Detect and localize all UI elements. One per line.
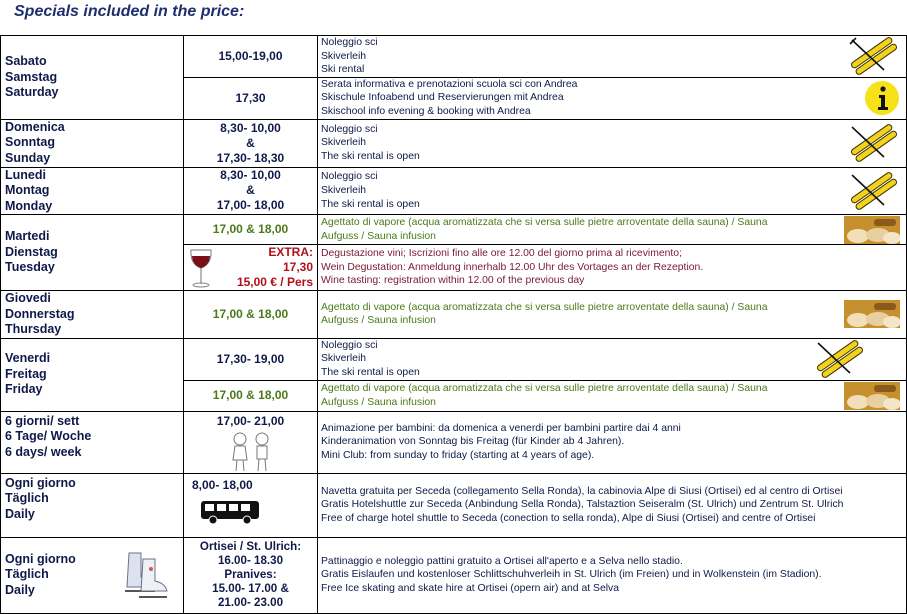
time-cell — [184, 380, 318, 411]
description-cell — [318, 473, 907, 537]
desc-it: Noleggio sci — [321, 37, 378, 48]
description-cell — [318, 77, 907, 119]
time-text: 8,30- 10,00 — [220, 120, 281, 135]
day-en: Sunday — [5, 150, 51, 165]
day-de: Montag — [5, 183, 50, 198]
time-text: Ortisei / St. Ulrich: — [199, 540, 302, 554]
desc-it: Animazione per bambini: da domenica a venerdi per bambini partire dai 4 anni — [321, 422, 681, 434]
description-cell — [318, 36, 907, 78]
desc-it: Agettato di vapore (acqua aromatizzata che si versa sulle pietre arroventate della sauna) / Sauna — [321, 216, 768, 228]
day-daily-shuttle — [1, 473, 184, 537]
day-de: Donnerstag — [5, 306, 75, 321]
time-text: 16.00- 18.30 — [217, 554, 284, 568]
desc-en: Mini Club: from sunday to friday (starting at 4 years of age). — [321, 449, 595, 461]
desc-en: Free of charge hotel shuttle to Seceda (conection to sella ronda), Alpe di Siusi (Ortisei) and centre of Ortisei — [321, 512, 816, 524]
description-cell — [318, 167, 907, 215]
day-it: Venerdi — [5, 351, 51, 366]
time-text: 21.00- 23.00 — [217, 596, 284, 610]
time-cell — [184, 338, 318, 380]
description-cell — [318, 245, 907, 291]
bus-icon — [200, 499, 260, 525]
desc-de: Aufguss / Sauna infusion — [321, 230, 436, 242]
day-sunday — [1, 119, 184, 167]
day-en: Tuesday — [5, 260, 55, 275]
day-en: Monday — [5, 198, 53, 213]
desc-en: Wine tasting: registration within 12.00 of the previous day — [321, 275, 585, 287]
day-it: Ogni giorno — [5, 475, 76, 490]
time-text: Pranives: — [224, 568, 277, 582]
day-friday — [1, 338, 184, 411]
desc-it: Noleggio sci — [321, 123, 378, 135]
table-row — [1, 167, 907, 215]
time-cell — [184, 411, 318, 473]
day-it: 6 giorni/ sett — [5, 413, 80, 428]
time-text: 15,00 € / Pers — [236, 275, 313, 290]
day-en: Daily — [5, 582, 35, 597]
day-it: Giovedi — [5, 291, 51, 306]
desc-de: Aufguss / Sauna infusion — [321, 396, 436, 408]
desc-it: Noleggio sci — [321, 171, 378, 183]
time-text: 8,30- 10,00 — [220, 168, 281, 183]
specials-table — [0, 35, 907, 614]
day-six-days-week — [1, 411, 184, 473]
day-de: 6 Tage/ Woche — [5, 429, 92, 444]
desc-de: Wein Degustation: Anmeldung innerhalb 12.00 Uhr des Vortages an der Rezeption. — [321, 261, 704, 273]
time-text: EXTRA: — [268, 245, 313, 260]
day-en: Friday — [5, 382, 43, 397]
time-cell — [184, 473, 318, 537]
description-cell — [318, 215, 907, 245]
time-text: 15.00- 17.00 & — [212, 582, 289, 596]
desc-en: The ski rental is open — [321, 366, 420, 378]
table-row — [1, 338, 907, 380]
table-row — [1, 215, 907, 245]
day-de: Sonntag — [5, 135, 55, 150]
description-cell — [318, 380, 907, 411]
desc-en: Free Ice skating and skate hire at Ortisei (opern air) and at Selva — [321, 582, 620, 594]
time-text: 17,30- 18,30 — [216, 150, 285, 165]
kids-icon — [225, 431, 277, 473]
description-cell — [318, 411, 907, 473]
sauna-stones-icon — [844, 216, 900, 244]
wine-glass-icon — [188, 248, 214, 288]
day-daily-skating — [1, 537, 184, 613]
description-cell — [318, 338, 907, 380]
day-tuesday — [1, 215, 184, 291]
day-de: Dienstag — [5, 244, 58, 259]
desc-it: Navetta gratuita per Seceda (collegamento Sella Ronda), la cabinovia Alpe di Siusi (Ortisei) ed al centro di Ortisei — [321, 485, 843, 497]
time-cell — [184, 119, 318, 167]
desc-it: Agettato di vapore (acqua aromatizzata che si versa sulle pietre arroventate della sauna) / Sauna — [321, 382, 768, 394]
day-it: Martedi — [5, 229, 50, 244]
day-monday — [1, 167, 184, 215]
time-text: & — [246, 135, 255, 150]
desc-de: Aufguss / Sauna infusion — [321, 315, 436, 327]
ski-icon — [848, 171, 900, 211]
time-cell — [184, 245, 318, 291]
page-title: Specials included in the price: — [14, 3, 245, 20]
time-text: 15,00-19,00 — [218, 48, 283, 63]
table-row — [1, 473, 907, 537]
time-cell — [184, 537, 318, 613]
desc-it: Agettato di vapore (acqua aromatizzata che si versa sulle pietre arroventate della sauna) / Sauna — [321, 301, 768, 313]
table-row — [1, 291, 907, 339]
day-saturday — [1, 36, 184, 120]
desc-de: Skiverleih — [321, 50, 367, 62]
day-en: Saturday — [5, 85, 59, 100]
description-cell — [318, 291, 907, 339]
table-row — [1, 119, 907, 167]
day-it: Lunedi — [5, 167, 46, 182]
ski-icon — [848, 36, 900, 76]
desc-en: The ski rental is open — [321, 150, 420, 162]
day-de: Täglich — [5, 491, 49, 506]
time-text: 17,00 & 18,00 — [212, 306, 289, 321]
ski-icon — [848, 123, 900, 163]
day-en: Thursday — [5, 322, 62, 337]
table-row — [1, 36, 907, 78]
sauna-stones-icon — [844, 300, 900, 328]
desc-en: Ski rental — [321, 64, 365, 76]
time-text: 17,00 & 18,00 — [212, 388, 289, 403]
desc-de: Gratis Hotelshuttle zur Seceda (Anbindung Sella Ronda), Talstaztion Seiseralm (St. Ulrich) und Zentrum St. Ulrich — [321, 499, 844, 511]
day-en: Daily — [5, 506, 35, 521]
day-de: Freitag — [5, 366, 47, 381]
time-text: 17,30- 19,00 — [216, 351, 285, 366]
desc-it: Serata informativa e prenotazioni scuola sci con Andrea — [321, 78, 578, 90]
desc-it: Pattinaggio e noleggio pattini gratuito a Ortisei all'aperto e a Selva nello stadio. — [321, 555, 683, 567]
time-cell — [184, 291, 318, 339]
time-text: 17,00- 18,00 — [216, 198, 285, 213]
time-text: 17,30 — [282, 260, 313, 275]
desc-it: Degustazione vini; Iscrizioni fino alle ore 12.00 del giorno prima al ricevimento; — [321, 248, 682, 260]
time-cell — [184, 77, 318, 119]
desc-en: Skischool info evening & booking with Andrea — [321, 105, 531, 117]
table-row — [1, 411, 907, 473]
day-en: 6 days/ week — [5, 444, 82, 459]
time-text: 8,00- 18,00 — [192, 477, 253, 492]
desc-en: The ski rental is open — [321, 198, 420, 210]
day-thursday — [1, 291, 184, 339]
desc-de: Skiverleih — [321, 137, 367, 149]
desc-de: Skischule Infoabend und Reservierungen mit Andrea — [321, 92, 564, 104]
time-text: 17,30 — [235, 90, 266, 105]
day-de: Samstag — [5, 69, 58, 84]
time-text: 17,00 & 18,00 — [212, 222, 289, 237]
desc-de: Skiverleih — [321, 185, 367, 197]
day-de: Täglich — [5, 567, 49, 582]
time-text: & — [246, 183, 255, 198]
time-cell — [184, 215, 318, 245]
desc-de: Gratis Eislaufen und kostenloser Schlittschuhverleih in St. Ulrich (im Freien) und in Wolkenstein (im Stadion). — [321, 569, 822, 581]
day-it: Sabato — [5, 54, 47, 69]
desc-de: Skiverleih — [321, 353, 367, 365]
table-row — [1, 537, 907, 613]
day-it: Domenica — [5, 119, 65, 134]
desc-it: Noleggio sci — [321, 339, 378, 351]
time-cell — [184, 36, 318, 78]
ice-skates-icon — [121, 549, 169, 601]
ski-icon — [814, 339, 866, 379]
description-cell — [318, 119, 907, 167]
time-cell — [184, 167, 318, 215]
description-cell — [318, 537, 907, 613]
time-text: 17,00- 21,00 — [216, 413, 285, 428]
sauna-stones-icon — [844, 382, 900, 410]
info-icon — [864, 80, 900, 116]
day-it: Ogni giorno — [5, 551, 76, 566]
desc-de: Kinderanimation von Sonntag bis Freitag (für Kinder ab 4 Jahren). — [321, 436, 625, 448]
